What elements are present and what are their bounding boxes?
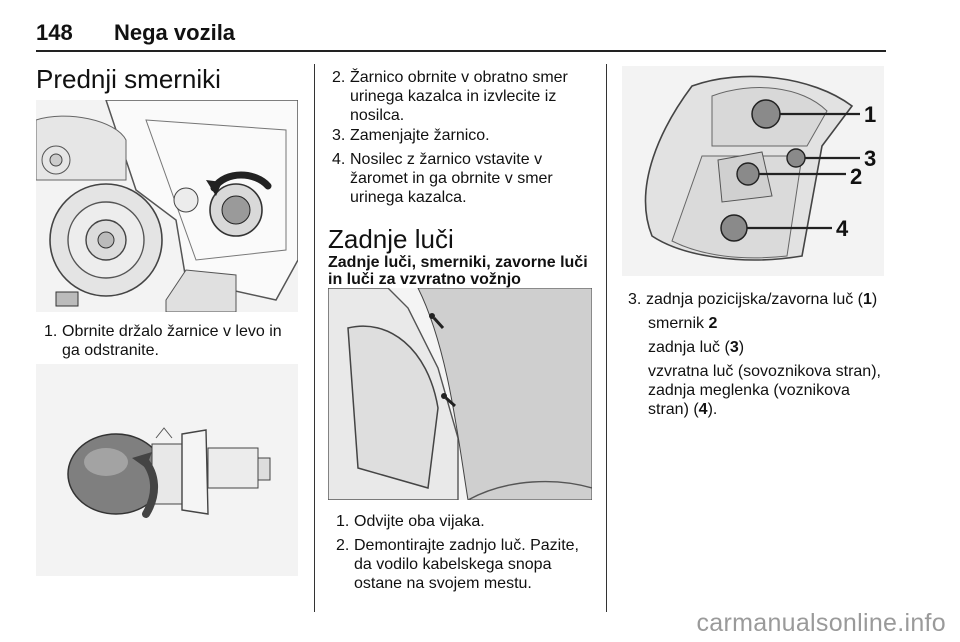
step-number: 1. (336, 513, 350, 530)
step-1-front (44, 322, 300, 360)
step-number: 3. (628, 291, 642, 308)
callout-ref: 2 (708, 315, 718, 332)
figure-bulb-removal (36, 364, 298, 576)
callout-ref: 1 (863, 291, 872, 308)
step-number: 4. (332, 151, 346, 168)
column-divider-2 (606, 64, 607, 612)
item-tail-light (648, 338, 888, 357)
text-part: smernik (648, 315, 709, 332)
item-turn-signal (648, 314, 888, 333)
header-rule (36, 50, 886, 52)
column-divider-1 (314, 64, 315, 612)
subsection-heading-rear-lamps: Zadnje luči, smerniki, zavorne luči in luči za vzvratno vožnjo (328, 254, 588, 288)
figure-rear-lamp-screws (328, 288, 592, 500)
step-2-rear (336, 536, 592, 593)
step-4-front (332, 150, 592, 207)
text-part: ) (871, 291, 878, 308)
callout-ref: 4 (698, 401, 708, 418)
step-text (646, 290, 890, 309)
text-part: zadnja pozicijska/zavorna luč ( (646, 291, 863, 308)
text-part: ) (738, 339, 745, 356)
step-text: Žarnico obrnite v obratno smer urinega kazalca in izvlecite iz nosilca. (350, 69, 568, 124)
item-reverse-fog-light (648, 362, 888, 419)
step-text: Nosilec z žarnico vstavite v žaromet in ga obrnite v smer urinega kazalca. (350, 151, 553, 206)
step-number: 2. (336, 537, 350, 554)
step-number: 1. (44, 323, 58, 340)
section-heading-front-turn-signals: Prednji smerniki (36, 64, 221, 94)
text-part: vzvratna luč (sovoznikova stran), zadnja meglenka (voznikova stran) ( (648, 363, 881, 418)
step-text: Zamenjajte žarnico. (350, 127, 490, 144)
figure-rear-lamp-bulbs (622, 66, 884, 276)
step-3-rear (628, 290, 890, 309)
step-3-front (332, 126, 592, 145)
page-number: 148 (36, 20, 73, 45)
callout-label-4: 4 (836, 216, 849, 241)
step-text: Odvijte oba vijaka. (354, 513, 485, 530)
figure-headlamp-bulb-holder (36, 100, 298, 312)
watermark: carmanualsonline.info (696, 609, 946, 637)
step-1-rear (336, 512, 592, 531)
text-part: zadnja luč ( (648, 339, 730, 356)
step-2-front (332, 68, 592, 125)
section-heading-rear-lights: Zadnje luči (328, 224, 454, 254)
callout-label-3: 3 (864, 146, 877, 171)
callout-label-2: 2 (850, 164, 863, 189)
chapter-title: Nega vozila (114, 20, 236, 45)
callout-ref: 3 (729, 339, 739, 356)
step-number: 2. (332, 69, 346, 86)
callout-label-1: 1 (864, 102, 877, 127)
step-text: Demontirajte zadnjo luč. Pazite, da vodilo kabelskega snopa ostane na svojem mestu. (354, 537, 579, 592)
step-text: Obrnite držalo žarnice v levo in ga odstranite. (62, 323, 282, 359)
page-header (36, 20, 886, 46)
text-part: ). (707, 401, 718, 418)
step-number: 3. (332, 127, 346, 144)
